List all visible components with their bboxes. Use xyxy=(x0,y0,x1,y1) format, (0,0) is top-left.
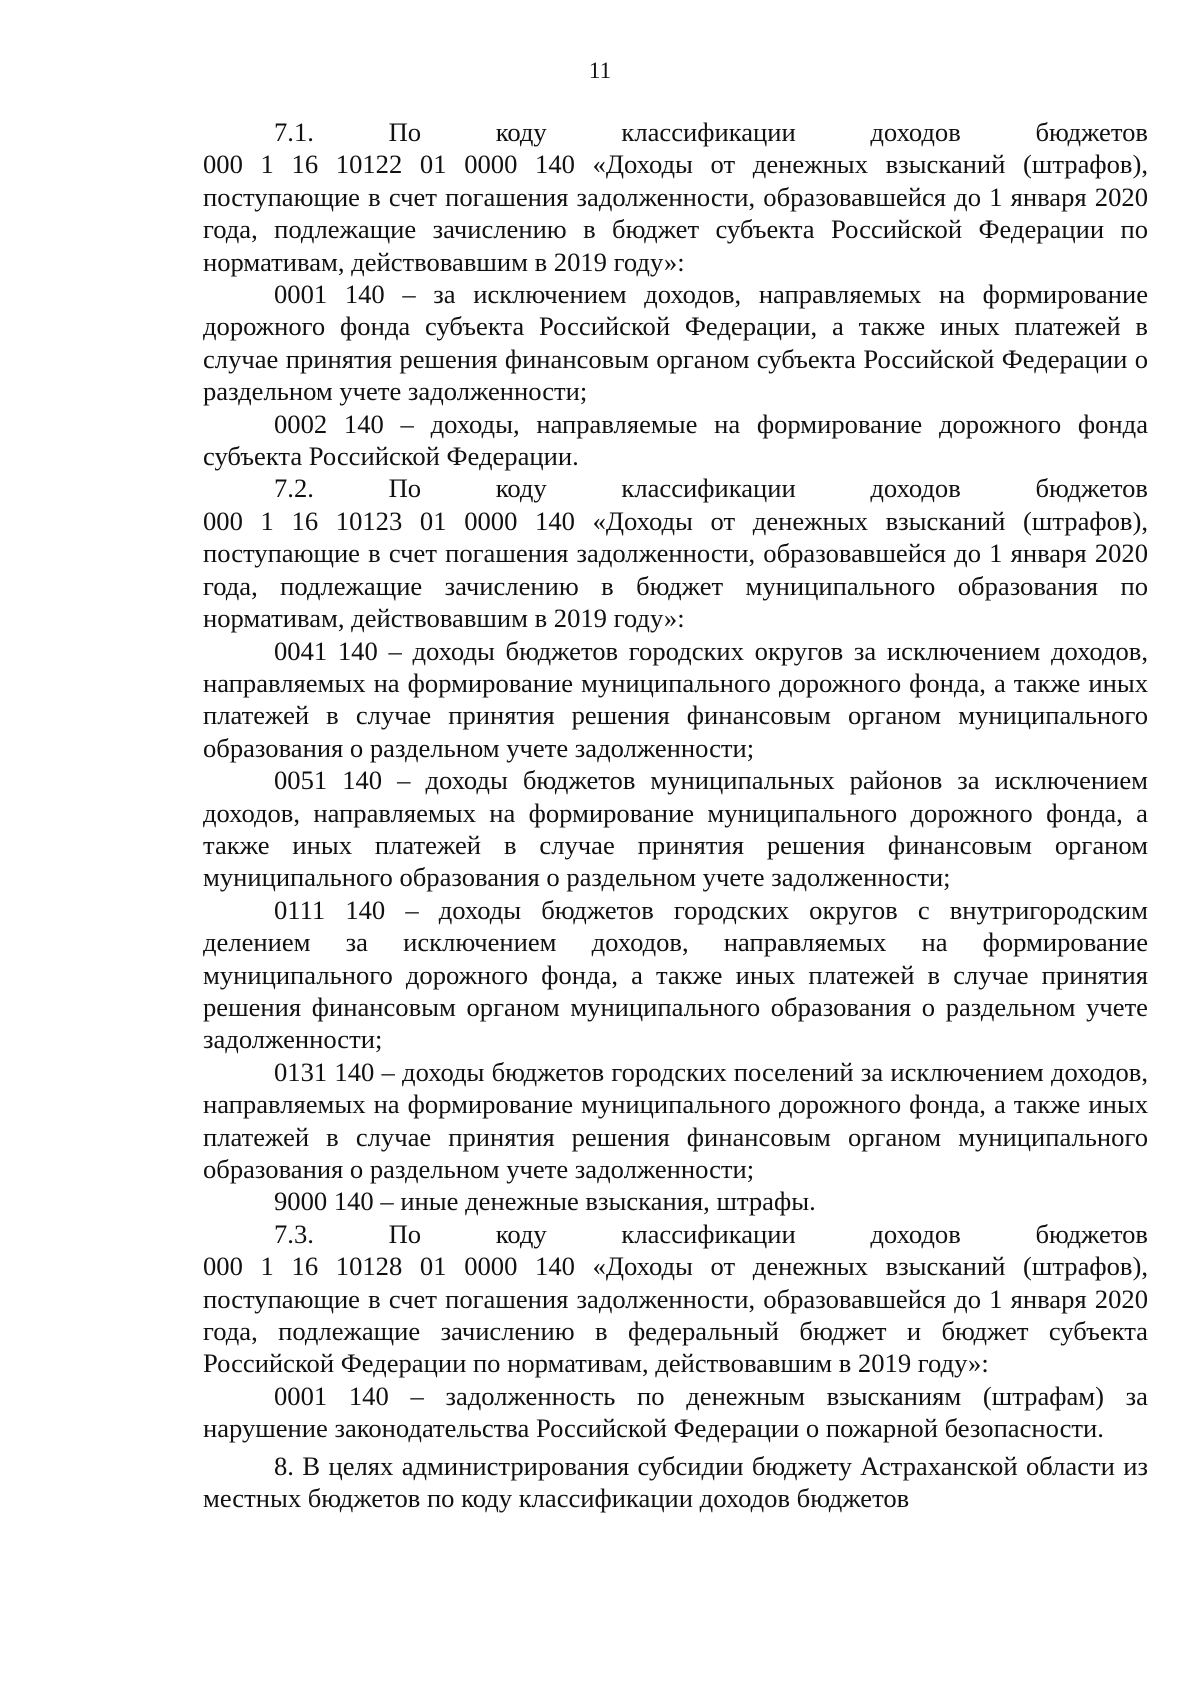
paragraph-7-3-heading: 7.3. По кодy классификации доходов бюджетов xyxy=(274,1218,1148,1249)
paragraph-7-1-heading: 7.1. По кодy классификации доходов бюджетов xyxy=(274,117,1148,147)
paragraph-7-3-body: 000 1 16 10128 01 0000 140 «Доходы от денежных взысканий (штрафов), поступающие в счет погашения задолженности, образовавшейся до 1 января 2020 года, подлежащие зачислению в федеральный бюджет и бюджет субъекта Российской Федерации по нормативам, действовавшим в 2019 году»: xyxy=(203,1251,1148,1379)
document-body xyxy=(203,116,1148,1514)
paragraph-7-2-body: 000 1 16 10123 01 0000 140 «Доходы от денежных взысканий (штрафов), поступающие в счет погашения задолженности, образовавшейся до 1 января 2020 года, подлежащие зачислению в бюджет муниципального образования по нормативам, действовавшим в 2019 году»: xyxy=(203,505,1148,634)
paragraph-7-2-heading: 7.2. По кодy классификации доходов бюджетов xyxy=(274,473,1148,504)
paragraph-code-9000: 9000 140 – иные денежные взыскания, штрафы. xyxy=(274,1186,816,1217)
paragraph-code-0131: 0131 140 – доходы бюджетов городских поселений за исключением доходов, направляемых на формирование муниципального дорожного фонда, а также иных платежей в случае принятия решения финансовым органом муниципального образования о раздельном учете задолженности; xyxy=(203,1056,1148,1184)
page-number: 11 xyxy=(588,58,612,83)
paragraph-code-0001-fire-safety: 0001 140 – задолженность по денежным взысканиям (штрафам) за нарушение законодательства Российской Федерации о пожарной безопасности. xyxy=(203,1380,1148,1444)
paragraph-7-1-body: 000 1 16 10122 01 0000 140 «Доходы от денежных взысканий (штрафов), поступающие в счет погашения задолженности, образовавшейся до 1 января 2020 года, подлежащие зачислению в бюджет субъекта Российской Федерации по нормативам, действовавшим в 2019 году»: xyxy=(203,149,1148,277)
paragraph-8: 8. В целях администрирования субсидии бюджету Астраханской области из местных бюджетов по коду классификации доходов бюджетов xyxy=(203,1450,1148,1514)
paragraph-code-0002: 0002 140 – доходы, направляемые на формирование дорожного фонда субъекта Российской Федерации. xyxy=(203,408,1148,472)
paragraph-code-0111: 0111 140 – доходы бюджетов городских округов с внутригородским делением за исключением доходов, направляемых на формирование муниципального дорожного фонда, а также иных платежей в случае принятия решения финансовым органом муниципального образования о раздельном учете задолженности; xyxy=(203,894,1148,1055)
paragraph-code-0001: 0001 140 – за исключением доходов, направляемых на формирование дорожного фонда субъекта Российской Федерации, а также иных платежей в случае принятия решения финансовым органом субъекта Российской Федерации о раздельном учете задолженности; xyxy=(203,279,1148,407)
paragraph-code-0051: 0051 140 – доходы бюджетов муниципальных районов за исключением доходов, направляемых на формирование муниципального дорожного фонда, а также иных платежей в случае принятия решения финансовым органом муниципального образования о раздельном учете задолженности; xyxy=(203,765,1148,893)
paragraph-code-0041: 0041 140 – доходы бюджетов городских округов за исключением доходов, направляемых на формирование муниципального дорожного фонда, а также иных платежей в случае принятия решения финансовым органом муниципального образования о раздельном учете задолженности; xyxy=(203,635,1148,763)
